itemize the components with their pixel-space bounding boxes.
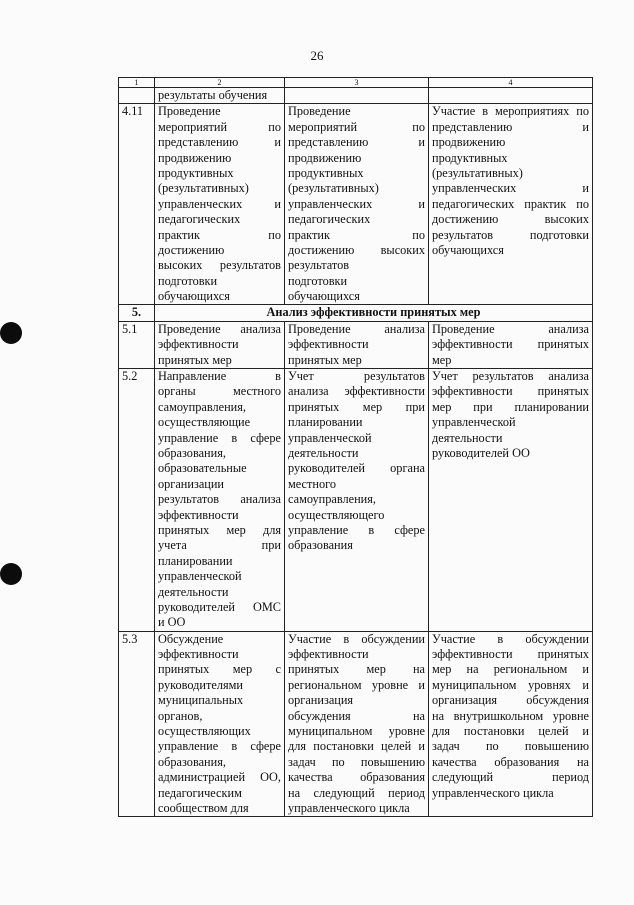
page-number: 26 — [310, 48, 324, 63]
cell-line: планировании — [288, 415, 363, 430]
cell-line: органы местного — [158, 384, 281, 399]
cell-line: мер — [432, 352, 452, 367]
cell-line: достижению высоких — [432, 212, 589, 227]
cell-line: представлению и — [432, 119, 589, 134]
cell-line: (результативных) — [288, 181, 379, 196]
cell-line: продуктивных — [432, 150, 508, 165]
cell-line: педагогических — [288, 212, 371, 227]
cell-line: анализа эффективности — [288, 384, 425, 399]
cell-line: планировании — [158, 553, 233, 568]
cell-line: организация — [288, 693, 354, 708]
cell-line: продуктивных — [158, 165, 234, 180]
binder-hole-bottom — [0, 563, 22, 585]
cell-line: учета при — [158, 538, 281, 553]
table-row — [119, 321, 593, 368]
cell-line: результатов — [288, 258, 350, 273]
cell-line: (результативных) — [432, 165, 523, 180]
cell-c4 — [429, 104, 593, 305]
cell-c2 — [155, 369, 285, 632]
cell-line: эффективности — [288, 647, 369, 662]
cell-line: руководителей ОМС — [158, 599, 281, 614]
cell-line: самоуправления, — [288, 492, 376, 507]
cell-line: продвижению — [432, 135, 506, 150]
cell-line: педагогическим — [158, 785, 242, 800]
cell-line: следующий период — [432, 770, 589, 785]
cell-line: органов, — [158, 708, 203, 723]
row-number — [119, 88, 155, 104]
cell-line: эффективности принятых — [432, 647, 589, 662]
cell-line: управление в сфере — [288, 522, 425, 537]
cell-line: эффективности — [288, 337, 369, 352]
cell-line: управленческих и — [158, 196, 281, 211]
cell-line: управленческих и — [288, 196, 425, 211]
cell-line: деятельности — [432, 430, 503, 445]
cell-line: результатов анализа — [158, 492, 281, 507]
cell-line: деятельности — [288, 446, 359, 460]
cell-c2 — [155, 104, 285, 305]
cell-line: сообществом для — [158, 800, 249, 815]
cell-line: осуществляющего — [288, 507, 385, 522]
cell-line: Участие в мероприятиях по — [432, 104, 589, 119]
cell-c3 — [285, 321, 429, 368]
cell-line: принятых мер с — [158, 662, 281, 677]
table-row — [119, 631, 593, 817]
cell-line: Учет результатов — [288, 369, 425, 384]
cell-line: самоуправления, — [158, 399, 246, 414]
cell-line: управленческих и — [432, 181, 589, 196]
cell-line: и ОО — [158, 615, 186, 630]
cell-line: муниципальном уровне — [288, 724, 425, 739]
cell-line: Учет результатов анализа — [432, 369, 589, 384]
cell-c3 — [285, 369, 429, 632]
column-header: 2 — [155, 78, 285, 88]
cell-line: управленческой — [432, 415, 516, 430]
cell-line: деятельности — [158, 584, 229, 599]
cell-line: представлению и — [288, 135, 425, 150]
cell-line: эффективности принятых — [432, 337, 589, 352]
cell-c2 — [155, 88, 285, 104]
row-number: 4.11 — [119, 104, 155, 305]
cell-line: задач по повышению — [432, 739, 589, 754]
cell-line: Проведение анализа — [432, 321, 589, 336]
cell-c3 — [285, 88, 429, 104]
cell-c4 — [429, 369, 593, 632]
cell-line: обучающихся — [288, 289, 360, 304]
row-number: 5.3 — [119, 631, 155, 817]
cell-line: результатов подготовки — [432, 227, 589, 242]
cell-line: осуществляющие — [158, 415, 251, 430]
cell-line: мер на региональном и — [432, 662, 589, 677]
cell-line: эффективности — [158, 337, 239, 352]
cell-line: на следующий период — [288, 785, 425, 800]
cell-line: мероприятий по — [288, 119, 425, 134]
cell-line: подготовки — [288, 273, 348, 288]
cell-line: руководителями — [158, 677, 243, 692]
table-row — [119, 104, 593, 305]
cell-line: Направление в — [158, 369, 281, 384]
cell-line: для постановки целей и — [432, 724, 589, 739]
cell-line: эффективности — [158, 647, 239, 662]
cell-line: принятых мер для — [158, 522, 281, 537]
cell-c4 — [429, 88, 593, 104]
cell-line: принятых мер — [158, 352, 232, 367]
binder-hole-top — [0, 322, 22, 344]
cell-line: достижению высоких — [288, 242, 425, 257]
cell-line: муниципальном уровнях и — [432, 677, 589, 692]
cell-line: мер при планировании — [432, 399, 589, 414]
cell-line: управленческого цикла — [432, 785, 554, 800]
cell-line: Обсуждение — [158, 631, 224, 646]
cell-line: Участие в обсуждении — [288, 631, 425, 646]
cell-c3 — [285, 104, 429, 305]
cell-line: принятых мер при — [288, 399, 425, 414]
table-row — [119, 88, 593, 104]
cell-line: продуктивных — [288, 165, 364, 180]
cell-line: образования, — [158, 754, 226, 769]
cell-line: обучающихся — [432, 242, 504, 257]
cell-line: педагогических практик по — [432, 196, 589, 211]
cell-line: образовательные — [158, 461, 247, 476]
cell-line: Проведение — [158, 104, 221, 119]
cell-c3 — [285, 631, 429, 817]
cell-line: обсуждения на — [288, 708, 425, 723]
cell-c4 — [429, 631, 593, 817]
cell-c2 — [155, 631, 285, 817]
cell-line: для постановки целей и — [288, 739, 425, 754]
cell-line: (результативных) — [158, 181, 249, 196]
cell-line: организации — [158, 476, 225, 491]
cell-line: Проведение анализа — [158, 321, 281, 336]
cell-line: Проведение — [288, 104, 351, 119]
cell-line: принятых мер на — [288, 662, 425, 677]
cell-line: качества образования на — [432, 754, 589, 769]
cell-line: представлению и — [158, 135, 281, 150]
cell-line: качества образования — [288, 770, 425, 785]
cell-line: эффективности принятых — [432, 384, 589, 399]
cell-line: практик по — [158, 227, 281, 242]
section-number: 5. — [119, 305, 155, 321]
cell-c4 — [429, 321, 593, 368]
cell-line: высоких результатов — [158, 258, 281, 273]
cell-line: осуществляющих — [158, 724, 251, 739]
cell-line: мероприятий по — [158, 119, 281, 134]
cell-line: продвижению — [288, 150, 362, 165]
cell-line: принятых мер — [288, 352, 362, 367]
cell-line: практик по — [288, 227, 425, 242]
column-header: 3 — [285, 78, 429, 88]
cell-line: организация обсуждения — [432, 693, 589, 708]
table-header-row — [119, 78, 593, 88]
row-number: 5.2 — [119, 369, 155, 632]
row-number: 5.1 — [119, 321, 155, 368]
cell-line: местного — [288, 476, 336, 491]
cell-line: обучающихся — [158, 289, 230, 304]
cell-line: руководителей ОО — [432, 446, 530, 460]
cell-line: продвижению — [158, 150, 232, 165]
cell-line: Участие в обсуждении — [432, 631, 589, 646]
cell-c2 — [155, 321, 285, 368]
cell-line: управленческой — [288, 430, 372, 445]
table-row — [119, 369, 593, 632]
cell-line: эффективности — [158, 507, 239, 522]
cell-line: задач по повышению — [288, 754, 425, 769]
cell-line: педагогических — [158, 212, 241, 227]
cell-line: управленческого цикла — [288, 800, 410, 815]
cell-line: достижению — [158, 242, 225, 257]
cell-line: образования, — [158, 446, 226, 460]
cell-line: на внутришкольном уровне — [432, 708, 589, 723]
cell-line: управление в сфере — [158, 739, 281, 754]
cell-line: руководителей органа — [288, 461, 425, 476]
section-row — [119, 305, 593, 321]
cell-line: Проведение анализа — [288, 321, 425, 336]
section-title: Анализ эффективности принятых мер — [155, 305, 593, 321]
cell-line: региональном уровне и — [288, 677, 425, 692]
cell-line: управленческой — [158, 569, 242, 584]
column-header: 4 — [429, 78, 593, 88]
cell-line: управление в сфере — [158, 430, 281, 445]
cell-line: подготовки — [158, 273, 218, 288]
cell-line: администрацией ОО, — [158, 770, 281, 785]
column-header: 1 — [119, 78, 155, 88]
cell-line: муниципальных — [158, 693, 244, 708]
main-table — [118, 77, 593, 817]
cell-line: образования — [288, 538, 353, 553]
cell-line: результаты обучения — [158, 88, 268, 102]
